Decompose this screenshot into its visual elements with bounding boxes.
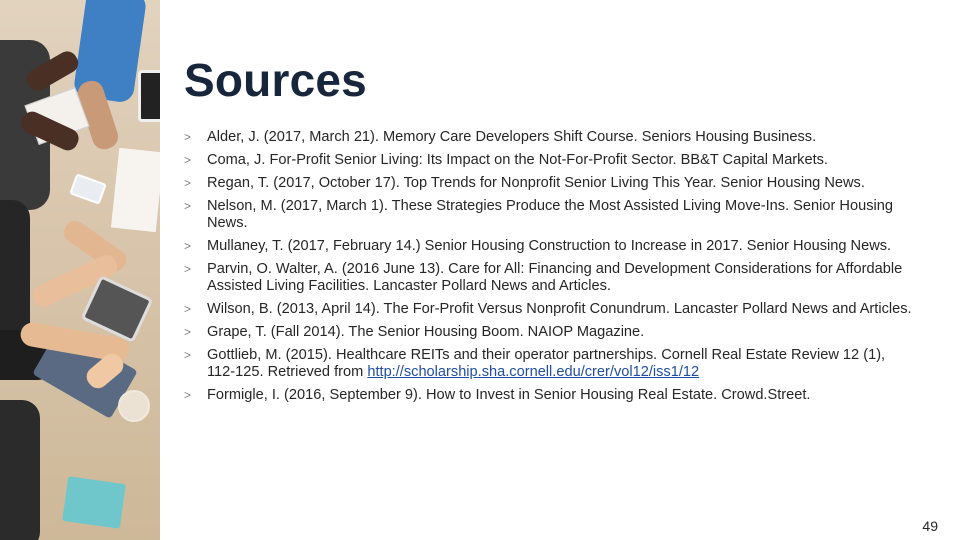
source-item (184, 347, 914, 381)
chevron-right-icon: > (184, 302, 192, 316)
source-item (184, 198, 914, 232)
slide-title: Sources (184, 54, 367, 106)
page-number: 49 (922, 518, 938, 534)
phone (69, 173, 107, 205)
chevron-right-icon: > (184, 176, 192, 190)
source-item (184, 152, 914, 169)
source-item (184, 261, 914, 295)
source-text: Gottlieb, M. (2015). Healthcare REITs and their operator partnerships. Cornell Real Estate Review 12 (1), 112-125. Retrieved from (207, 347, 886, 380)
chevron-right-icon: > (184, 199, 192, 213)
teal-notebook (62, 476, 126, 529)
source-item (184, 129, 914, 146)
office-table-photo (0, 0, 160, 540)
source-item (184, 301, 914, 318)
source-item (184, 387, 914, 404)
source-link[interactable]: http://scholarship.sha.cornell.edu/crer/vol12/iss1/12 (367, 364, 700, 380)
source-item (184, 324, 914, 341)
chevron-right-icon: > (184, 348, 192, 362)
paper-sheet (111, 148, 160, 232)
source-text: Regan, T. (2017, October 17). Top Trends for Nonprofit Senior Living This Year. Senior Housing News. (207, 175, 865, 191)
source-text: Grape, T. (Fall 2014). The Senior Housing Boom. NAIOP Magazine. (207, 324, 645, 340)
chevron-right-icon: > (184, 388, 192, 402)
source-text: Formigle, I. (2016, September 9). How to Invest in Senior Housing Real Estate. Crowd.Street. (207, 387, 811, 403)
source-text: Parvin, O. Walter, A. (2016 June 13). Care for All: Financing and Development Considerations for Affordable Assisted Living Facilities. Lancaster Pollard News and Articles. (207, 261, 903, 294)
source-text: Nelson, M. (2017, March 1). These Strategies Produce the Most Assisted Living Move-Ins. Senior Housing News. (207, 198, 893, 231)
source-text: Alder, J. (2017, March 21). Memory Care Developers Shift Course. Seniors Housing Business. (207, 129, 817, 145)
tablet (138, 70, 160, 122)
chevron-right-icon: > (184, 239, 192, 253)
chevron-right-icon: > (184, 130, 192, 144)
glass (118, 390, 150, 422)
chevron-right-icon: > (184, 262, 192, 276)
chevron-right-icon: > (184, 153, 192, 167)
person (0, 400, 40, 540)
source-item (184, 238, 914, 255)
source-item (184, 175, 914, 192)
chevron-right-icon: > (184, 325, 192, 339)
source-text: Mullaney, T. (2017, February 14.) Senior Housing Construction to Increase in 2017. Senior Housing News. (207, 238, 892, 254)
source-text: Wilson, B. (2013, April 14). The For-Profit Versus Nonprofit Conundrum. Lancaster Pollard News and Articles. (207, 301, 912, 317)
source-text: Coma, J. For-Profit Senior Living: Its Impact on the Not-For-Profit Sector. BB&T Capital Markets. (207, 152, 828, 168)
sources-list (184, 129, 914, 410)
